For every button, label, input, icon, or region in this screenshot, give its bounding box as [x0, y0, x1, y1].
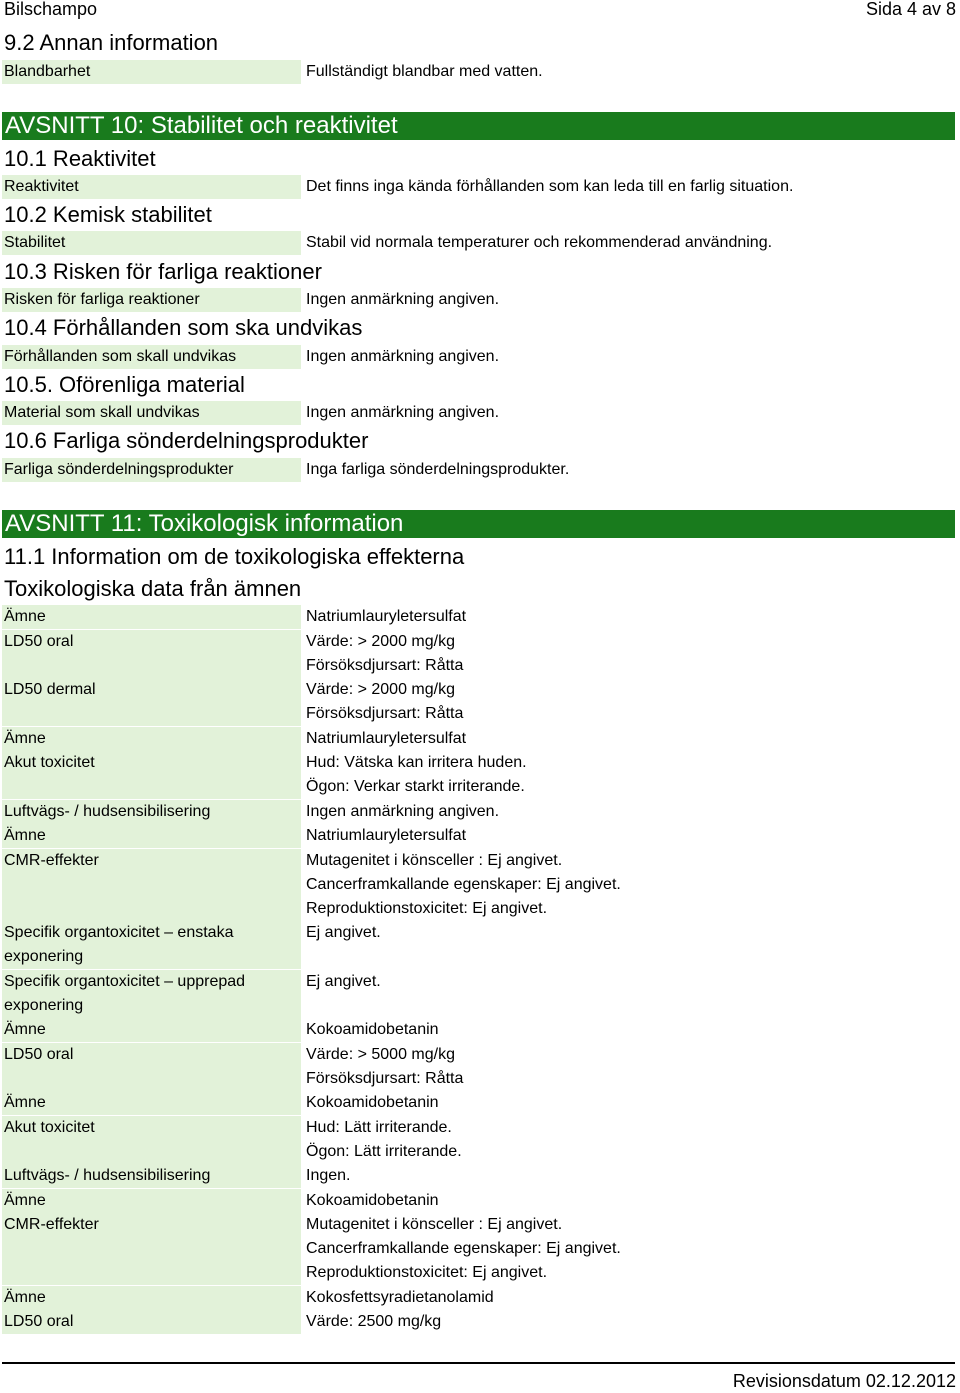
tox-row-label [2, 1310, 301, 1334]
tox-row [0, 630, 960, 678]
section-banner-11: AVSNITT 11: Toxikologisk information [2, 510, 955, 538]
page-number: Sida 4 av 8 [865, 0, 956, 19]
tox-row-value [306, 1213, 621, 1285]
tox-row-value [306, 1018, 439, 1042]
tox-label-line: exponering [4, 996, 84, 1014]
tox-row-value [306, 727, 466, 751]
tox-value-line: Ögon: Verkar starkt irriterande. [306, 778, 525, 795]
tox-row-label [2, 605, 301, 629]
tox-row [0, 1116, 960, 1164]
tox-label-line: LD50 oral [4, 1045, 74, 1063]
tox-row-label [2, 849, 301, 921]
tox-row-value [306, 1189, 439, 1213]
tox-row [0, 1091, 960, 1115]
tox-row-label [2, 1189, 301, 1213]
row-value: Ingen anmärkning angiven. [306, 348, 500, 365]
subsection-heading-11-1: 11.1 Information om de toxikologiska effekterna [4, 544, 465, 569]
tox-row-label [2, 1286, 301, 1310]
tox-row-label [2, 921, 301, 969]
tox-row-label [2, 1116, 301, 1164]
tox-row [0, 727, 960, 751]
row-value: Inga farliga sönderdelningsprodukter. [306, 461, 570, 478]
tox-label-line: LD50 oral [4, 632, 74, 650]
info-row-forhallanden [0, 345, 960, 369]
tox-label-line: Ämne [4, 608, 46, 625]
tox-label-line: Luftvägs- / hudsensibilisering [4, 802, 211, 820]
tox-label-line: Luftvägs- / hudsensibilisering [4, 1167, 211, 1184]
tox-row-value [306, 1091, 439, 1115]
row-label: Förhållanden som skall undvikas [2, 345, 301, 369]
row-label: Stabilitet [2, 231, 301, 255]
section-banner-10: AVSNITT 10: Stabilitet och reaktivitet [2, 112, 955, 140]
tox-value-line: Ingen. [306, 1167, 351, 1184]
tox-row [0, 1310, 960, 1334]
tox-row-label [2, 678, 301, 726]
tox-row-value [306, 921, 381, 945]
tox-row [0, 605, 960, 629]
info-row-blandbarhet [0, 60, 960, 84]
tox-value-line: Försöksdjursart: Råtta [306, 656, 464, 674]
tox-label-line: Ämne [4, 729, 46, 747]
row-value: Det finns inga kända förhållanden som kan leda till en farlig situation. [306, 178, 794, 195]
tox-row-value [306, 630, 463, 678]
tox-label-line: CMR-effekter [4, 851, 99, 869]
tox-row-value [306, 678, 463, 726]
tox-label-line: Ämne [4, 1094, 46, 1111]
tox-row [0, 1286, 960, 1310]
tox-value-line: Kokoamidobetanin [306, 1191, 439, 1209]
tox-row-label [2, 1091, 301, 1115]
tox-value-line: Hud: Lätt irriterande. [306, 1118, 452, 1136]
tox-value-line: Värde: > 5000 mg/kg [306, 1045, 455, 1063]
info-row-sonderdelning [0, 458, 960, 482]
info-row-material [0, 401, 960, 425]
tox-label-line: LD50 oral [4, 1313, 74, 1330]
info-row-farliga-reaktioner [0, 288, 960, 312]
tox-row [0, 921, 960, 969]
tox-row-label [2, 1018, 301, 1042]
tox-row-value [306, 605, 466, 629]
tox-value-line: Försöksdjursart: Råtta [306, 705, 464, 722]
row-label: Risken för farliga reaktioner [2, 288, 301, 312]
tox-row [0, 800, 960, 824]
subsection-heading-10-6: 10.6 Farliga sönderdelningsprodukter [4, 428, 369, 453]
tox-value-line: Värde: 2500 mg/kg [306, 1313, 442, 1330]
revision-date: Revisionsdatum 02.12.2012 [732, 1371, 956, 1391]
tox-value-line: Reproduktionstoxicitet: Ej angivet. [306, 899, 548, 917]
tox-row-value [306, 824, 466, 848]
tox-label-line: Akut toxicitet [4, 1118, 95, 1136]
row-value: Ingen anmärkning angiven. [306, 404, 500, 421]
tox-row [0, 970, 960, 1018]
tox-value-line: Natriumlauryletersulfat [306, 827, 467, 844]
tox-value-line: Ej angivet. [306, 924, 381, 941]
row-label: Blandbarhet [2, 60, 301, 84]
tox-label-line: Specifik organtoxicitet – enstaka [4, 924, 234, 941]
tox-row-label [2, 800, 301, 824]
tox-row-label [2, 1164, 301, 1188]
tox-row [0, 849, 960, 921]
tox-row [0, 824, 960, 848]
tox-row [0, 1164, 960, 1188]
tox-value-line: Ögon: Lätt irriterande. [306, 1142, 462, 1160]
tox-value-line: Ingen anmärkning angiven. [306, 802, 500, 820]
tox-value-line: Försöksdjursart: Råtta [306, 1069, 464, 1087]
tox-row [0, 1213, 960, 1285]
tox-row-value [306, 751, 527, 799]
tox-row-value [306, 970, 381, 994]
subsection-heading-10-2: 10.2 Kemisk stabilitet [4, 202, 212, 227]
tox-value-line: Cancerframkallande egenskaper: Ej angivet. [306, 875, 621, 893]
tox-row [0, 751, 960, 799]
tox-row-value [306, 1116, 462, 1164]
tox-value-line: Cancerframkallande egenskaper: Ej angivet. [306, 1240, 621, 1257]
subsection-heading-10-1: 10.1 Reaktivitet [4, 146, 156, 171]
tox-label-line: Ämne [4, 1288, 46, 1306]
tox-value-line: Hud: Vätska kan irritera huden. [306, 754, 527, 771]
tox-row-value [306, 800, 499, 824]
tox-value-line: Ej angivet. [306, 972, 381, 990]
tox-row-label [2, 1213, 301, 1285]
tox-label-line: Specifik organtoxicitet – upprepad [4, 972, 246, 990]
tox-row-label [2, 824, 301, 848]
tox-label-line: Akut toxicitet [4, 754, 95, 771]
subsection-heading-10-3: 10.3 Risken för farliga reaktioner [4, 259, 322, 284]
tox-row-label [2, 970, 301, 1018]
page-header-title: Bilschampo [4, 0, 98, 19]
tox-label-line: Ämne [4, 827, 46, 844]
tox-row-label [2, 1043, 301, 1091]
tox-row [0, 1018, 960, 1042]
tox-value-line: Värde: > 2000 mg/kg [306, 632, 455, 650]
tox-value-line: Kokoamidobetanin [306, 1094, 439, 1111]
tox-row-value [306, 1310, 441, 1334]
row-value: Fullständigt blandbar med vatten. [306, 63, 543, 80]
subsection-heading-9-2: 9.2 Annan information [4, 30, 219, 55]
tox-value-line: Kokoamidobetanin [306, 1021, 439, 1038]
row-value: Stabil vid normala temperaturer och rekommenderad användning. [306, 234, 773, 251]
subsection-heading-10-5: 10.5. Oförenliga material [4, 372, 245, 397]
tox-label-line: Ämne [4, 1191, 46, 1209]
tox-row-label [2, 727, 301, 751]
tox-value-line: Värde: > 2000 mg/kg [306, 681, 455, 698]
tox-row-value [306, 1164, 350, 1188]
tox-row-label [2, 751, 301, 799]
tox-value-line: Kokosfettsyradietanolamid [306, 1288, 494, 1306]
tox-label-line: exponering [4, 948, 84, 965]
tox-value-line: Reproduktionstoxicitet: Ej angivet. [306, 1264, 548, 1281]
subsection-heading-10-4: 10.4 Förhållanden som ska undvikas [4, 315, 363, 340]
tox-value-line: Natriumlauryletersulfat [306, 729, 467, 747]
tox-label-line: LD50 dermal [4, 681, 96, 698]
tox-label-line: CMR-effekter [4, 1216, 99, 1233]
tox-row [0, 1189, 960, 1213]
tox-row [0, 1043, 960, 1091]
info-row-reaktivitet [0, 175, 960, 199]
tox-row [0, 678, 960, 726]
tox-row-value [306, 849, 621, 921]
tox-value-line: Natriumlauryletersulfat [306, 608, 467, 625]
tox-value-line: Mutagenitet i könsceller : Ej angivet. [306, 1216, 563, 1233]
row-label: Reaktivitet [2, 175, 301, 199]
tox-label-line: Ämne [4, 1021, 46, 1038]
tox-value-line: Mutagenitet i könsceller : Ej angivet. [306, 851, 563, 869]
subsection-heading-tox-data: Toxikologiska data från ämnen [4, 576, 302, 601]
row-label: Farliga sönderdelningsprodukter [2, 458, 301, 482]
tox-row-label [2, 630, 301, 678]
footer-divider [2, 1362, 955, 1364]
info-row-stabilitet [0, 231, 960, 255]
tox-row-value [306, 1043, 463, 1091]
row-label: Material som skall undvikas [2, 401, 301, 425]
row-value: Ingen anmärkning angiven. [306, 291, 500, 308]
tox-row-value [306, 1286, 494, 1310]
